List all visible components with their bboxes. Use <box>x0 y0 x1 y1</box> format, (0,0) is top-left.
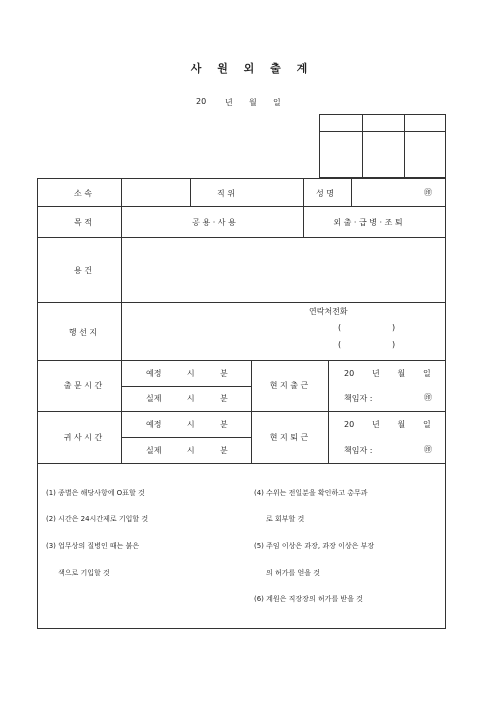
return-responsible-label: 책임자 : <box>344 446 373 455</box>
outing-form <box>37 178 446 629</box>
row-divider <box>38 237 445 238</box>
return-date: 20 년 월 일 <box>344 420 431 429</box>
column-divider <box>328 360 329 463</box>
onsite-end-label: 현 지 퇴 근 <box>269 433 309 442</box>
departure-time-label: 출 문 시 간 <box>63 381 103 390</box>
date-year-unit: 년 <box>225 98 233 107</box>
position-label: 직 위 <box>217 189 235 198</box>
departure-planned: 예정 시 분 <box>146 369 228 378</box>
column-divider <box>251 360 252 463</box>
note-4b: 로 회부할 것 <box>266 515 305 523</box>
note-1: (1) 종별은 해당사항에 O표할 것 <box>46 489 145 497</box>
row-divider <box>121 437 251 438</box>
column-divider <box>190 179 191 206</box>
contact-phone-paren-2: ( ) <box>338 340 396 349</box>
return-planned: 예정 시 분 <box>146 420 228 429</box>
seal-mark: ㊞ <box>424 188 432 197</box>
row-divider <box>38 411 445 412</box>
approval-divider-1 <box>362 115 363 177</box>
date-year: 20 <box>196 97 207 106</box>
return-actual: 실제 시 분 <box>146 446 228 455</box>
destination-label: 행 선 지 <box>68 328 98 337</box>
note-3b: 색으로 기입할 것 <box>58 569 110 577</box>
approval-divider-2 <box>404 115 405 177</box>
affiliation-label: 소 속 <box>74 189 92 198</box>
row-divider <box>38 302 445 303</box>
departure-responsible-label: 책임자 : <box>344 394 373 403</box>
label-column-divider <box>121 179 122 463</box>
note-6: (6) 계원은 직장장의 허가를 받을 것 <box>254 595 363 603</box>
seal-mark: ㊞ <box>424 393 432 402</box>
approval-box <box>319 114 446 178</box>
note-3a: (3) 업무상의 질병인 때는 붉은 <box>46 542 140 550</box>
purpose-option-outing-illness-early: 외 출 · 급 병 · 조 퇴 <box>333 218 403 227</box>
row-divider <box>121 386 251 387</box>
departure-date: 20 년 월 일 <box>344 369 431 378</box>
contact-phone-paren-1: ( ) <box>338 323 396 332</box>
date-month-unit: 월 <box>249 98 257 107</box>
note-5b: 의 허가를 얻을 것 <box>266 569 321 577</box>
row-divider <box>38 463 445 464</box>
departure-actual: 실제 시 분 <box>146 394 228 403</box>
note-5a: (5) 주임 이상은 과장, 과장 이상은 부장 <box>254 542 375 550</box>
purpose-option-public-private: 공 용 · 사 용 <box>192 218 236 227</box>
name-label: 성 명 <box>316 189 334 198</box>
row-divider <box>38 360 445 361</box>
return-time-label: 귀 사 시 간 <box>63 433 103 442</box>
contact-phone-label: 연락처전화 <box>309 307 348 316</box>
note-4a: (4) 수위는 전일분을 확인하고 총무과 <box>254 489 368 497</box>
column-divider <box>351 179 352 206</box>
column-divider <box>303 179 304 237</box>
date-day-unit: 일 <box>273 98 281 107</box>
note-2: (2) 시간은 24시간제로 기입할 것 <box>46 515 149 523</box>
document-title: 사 원 외 출 계 <box>190 62 314 75</box>
approval-header-line <box>320 131 445 132</box>
onsite-start-label: 현 지 출 근 <box>269 381 309 390</box>
row-divider <box>38 206 445 207</box>
purpose-label: 목 적 <box>74 218 92 227</box>
business-label: 용 건 <box>74 266 92 275</box>
seal-mark: ㊞ <box>424 445 432 454</box>
